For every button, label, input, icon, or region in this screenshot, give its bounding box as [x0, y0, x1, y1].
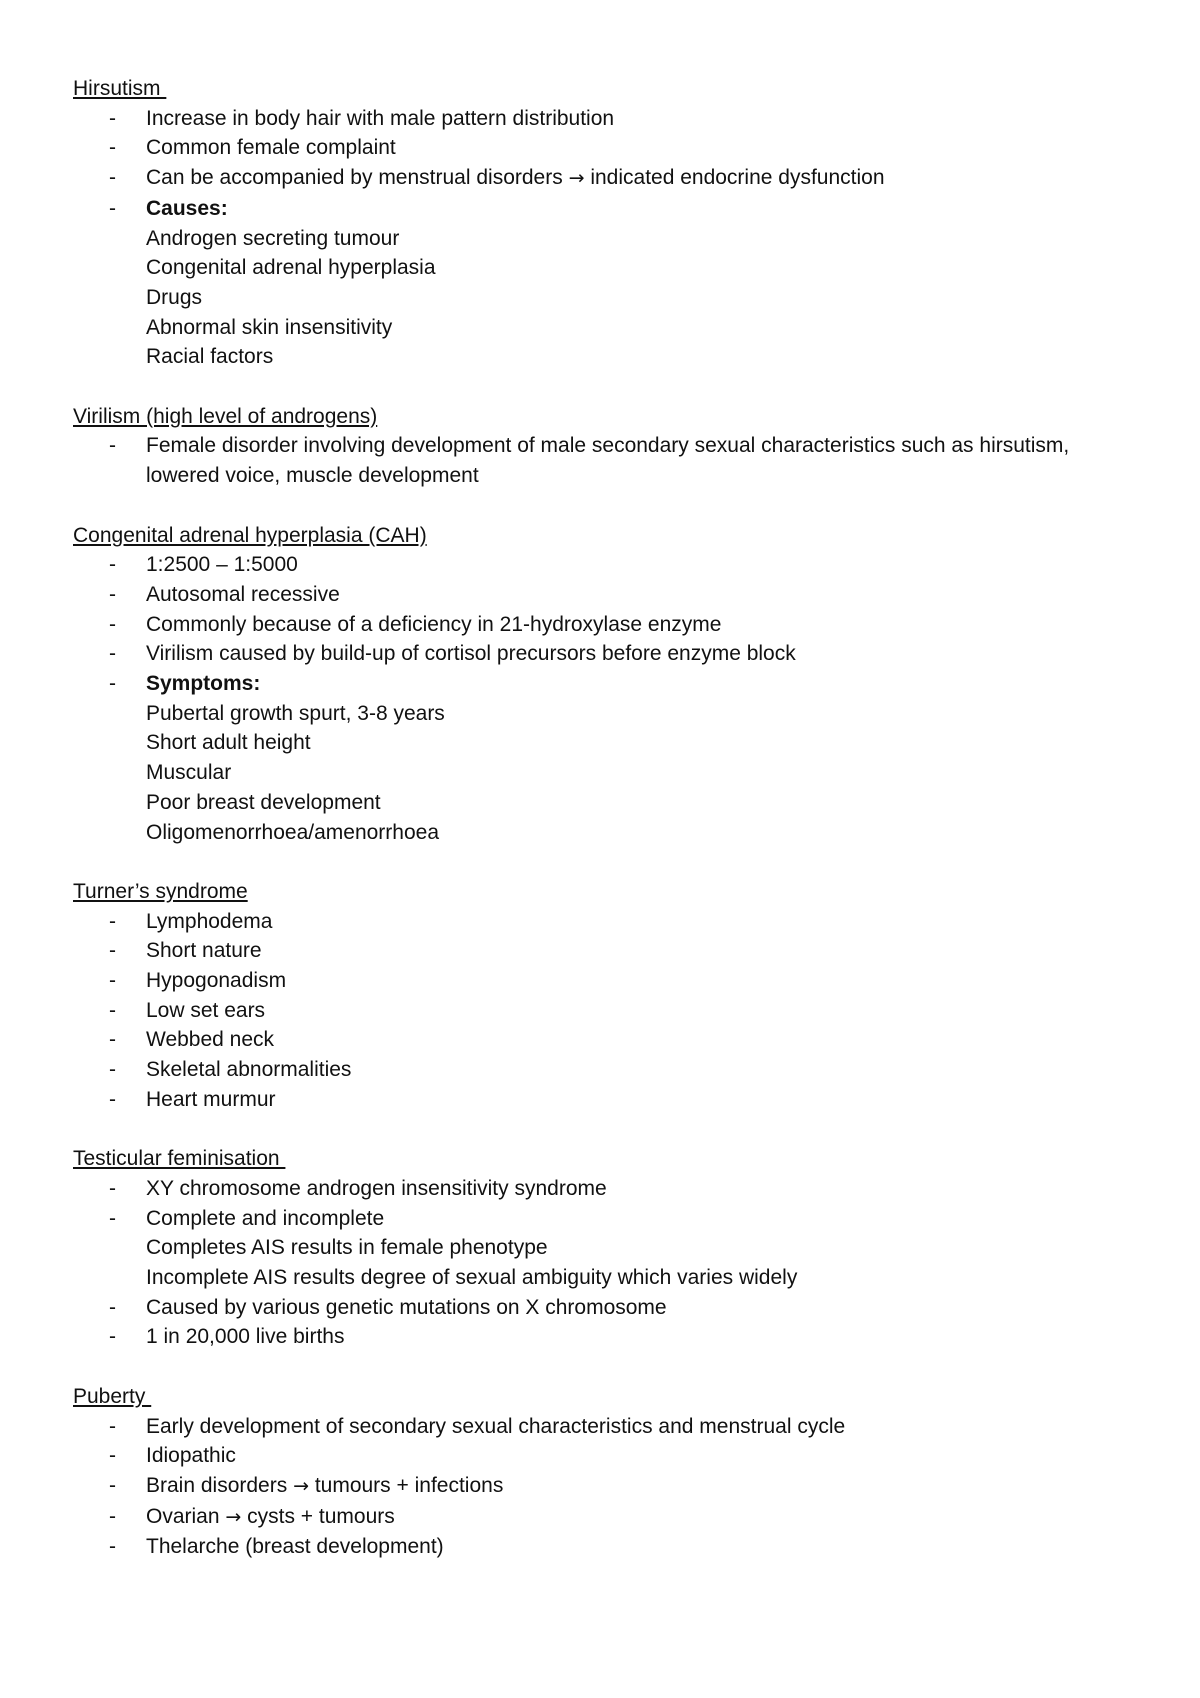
bullet-dash: - [109, 612, 116, 636]
list-item-text: Commonly because of a deficiency in 21-hydroxylase enzyme [146, 612, 722, 636]
sub-item: Incomplete AIS results degree of sexual ambiguity which varies widely [146, 1266, 798, 1290]
bullet-dash: - [109, 939, 116, 963]
list-item [73, 194, 1133, 224]
section-heading: Virilism (high level of androgens) [73, 404, 378, 428]
list-item [73, 1174, 1133, 1204]
bullet-dash: - [109, 969, 116, 993]
list-item-text: Webbed neck [146, 1028, 275, 1052]
bullet-dash: - [109, 106, 116, 130]
list-item-text: Short nature [146, 939, 262, 963]
list-item-text: 1 in 20,000 live births [146, 1325, 345, 1349]
section-heading: Congenital adrenal hyperplasia (CAH) [73, 523, 427, 547]
list-item-text: Caused by various genetic mutations on X chromosome [146, 1295, 667, 1319]
list-item-text: Increase in body hair with male pattern distribution [146, 106, 615, 130]
list-item [73, 550, 1133, 580]
list-item-text: Skeletal abnormalities [146, 1058, 352, 1082]
sub-item: Muscular [146, 761, 232, 785]
list-item-text: Low set ears [146, 998, 266, 1022]
list-item-text: Autosomal recessive [146, 582, 340, 606]
symptoms-label: Symptoms: [146, 672, 261, 696]
section-heading: Puberty [73, 1384, 152, 1408]
bullet-dash: - [109, 434, 116, 458]
bullet-dash: - [109, 642, 116, 666]
list-item [73, 936, 1133, 966]
sub-item: Congenital adrenal hyperplasia [146, 256, 436, 280]
bullet-dash: - [109, 582, 116, 606]
section-testicular-feminisation [73, 1144, 1133, 1352]
list-item [73, 1502, 1133, 1533]
sub-item: Oligomenorrhoea/amenorrhoea [146, 820, 440, 844]
section-heading: Testicular feminisation [73, 1147, 286, 1171]
sub-item: Racial factors [146, 345, 274, 369]
bullet-dash: - [109, 136, 116, 160]
section-puberty [73, 1382, 1133, 1562]
list-item [73, 1085, 1133, 1115]
bullet-dash: - [109, 909, 116, 933]
list-item [73, 1025, 1133, 1055]
arrow-right-icon: → [225, 1505, 242, 1528]
bullet-dash: - [109, 672, 116, 696]
section-hirsutism [73, 74, 1133, 372]
sub-item: Short adult height [146, 731, 311, 755]
list-item [73, 1055, 1133, 1085]
section-cah [73, 521, 1133, 848]
sub-item: Completes AIS results in female phenotype [146, 1236, 548, 1260]
list-item-text: Brain disorders [146, 1473, 294, 1497]
list-item-text: Virilism caused by build-up of cortisol precursors before enzyme block [146, 642, 796, 666]
list-item-text: Lymphodema [146, 909, 273, 933]
sub-item: Androgen secreting tumour [146, 226, 400, 250]
list-item [73, 639, 1133, 669]
bullet-dash: - [109, 998, 116, 1022]
bullet-dash: - [109, 166, 116, 190]
list-item [73, 669, 1133, 699]
list-item [73, 1293, 1133, 1323]
bullet-dash: - [109, 1087, 116, 1111]
list-item [73, 1204, 1133, 1234]
sub-item: Poor breast development [146, 790, 381, 814]
list-item-text: Complete and incomplete [146, 1206, 385, 1230]
bullet-dash: - [109, 1058, 116, 1082]
list-item [73, 1322, 1133, 1352]
sub-item: Abnormal skin insensitivity [146, 315, 393, 339]
section-turner [73, 877, 1133, 1115]
bullet-dash: - [109, 1028, 116, 1052]
list-item [73, 104, 1133, 134]
bullet-dash: - [109, 1295, 116, 1319]
list-item-text: Idiopathic [146, 1444, 236, 1468]
list-item-text: Ovarian [146, 1504, 226, 1528]
bullet-dash: - [109, 1473, 116, 1497]
section-heading: Turner’s syndrome [73, 879, 248, 903]
list-item-text: Heart murmur [146, 1087, 276, 1111]
list-item [73, 1471, 1133, 1502]
list-item [73, 996, 1133, 1026]
bullet-dash: - [109, 1535, 116, 1559]
bullet-dash: - [109, 553, 116, 577]
bullet-dash: - [109, 1325, 116, 1349]
list-item [73, 1441, 1133, 1471]
sub-item: Pubertal growth spurt, 3-8 years [146, 701, 445, 725]
bullet-dash: - [109, 1504, 116, 1528]
list-item-text: tumours + infections [308, 1473, 504, 1497]
list-item [73, 610, 1133, 640]
list-item-text: indicated endocrine dysfunction [584, 166, 885, 190]
sub-item: Drugs [146, 285, 203, 309]
arrow-right-icon: → [568, 167, 585, 190]
list-item-text: Common female complaint [146, 136, 396, 160]
bullet-dash: - [109, 1206, 116, 1230]
list-item [73, 1412, 1133, 1442]
section-virilism [73, 402, 1133, 491]
list-item-text: Hypogonadism [146, 969, 287, 993]
list-item [73, 966, 1133, 996]
list-item [73, 163, 1133, 194]
list-item-text: Thelarche (breast development) [146, 1535, 444, 1559]
list-item-text: cysts + tumours [241, 1504, 395, 1528]
bullet-dash: - [109, 1176, 116, 1200]
document-body [73, 74, 1133, 1562]
list-item-text: Female disorder involving development of male secondary sexual characteristics such as hirsutism, lowered voice, muscle development [146, 434, 1070, 488]
list-item-text: Early development of secondary sexual characteristics and menstrual cycle [146, 1414, 846, 1438]
list-item [73, 431, 1133, 490]
list-item [73, 1532, 1133, 1562]
bullet-dash: - [109, 196, 116, 220]
list-item [73, 580, 1133, 610]
bullet-dash: - [109, 1444, 116, 1468]
list-item-text: Can be accompanied by menstrual disorders [146, 166, 569, 190]
section-heading: Hirsutism [73, 77, 167, 100]
causes-label: Causes: [146, 196, 228, 220]
bullet-dash: - [109, 1414, 116, 1438]
list-item-text: 1:2500 – 1:5000 [146, 553, 298, 577]
list-item [73, 133, 1133, 163]
list-item-text: XY chromosome androgen insensitivity syndrome [146, 1176, 607, 1200]
list-item [73, 907, 1133, 937]
arrow-right-icon: → [293, 1474, 309, 1497]
